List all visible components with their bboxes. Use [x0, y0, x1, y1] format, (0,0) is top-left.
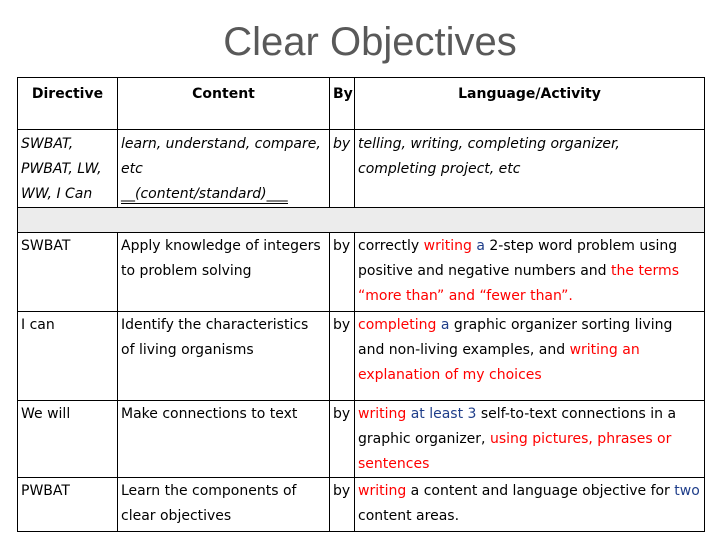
- objectives-table: [17, 77, 705, 532]
- spacer-cell: [18, 208, 705, 233]
- row-content: Identify the characteristics of living organisms: [118, 312, 330, 401]
- table-row: [18, 312, 705, 401]
- header-language-activity: Language/Activity: [355, 78, 705, 130]
- header-by: By: [330, 78, 355, 130]
- row-by: by: [330, 401, 355, 478]
- template-directive: SWBAT, PWBAT, LW, WW, I Can: [18, 130, 118, 208]
- row-activity: correctly writing a 2-step word problem using positive and negative numbers and the terms “more than” and “fewer than”.: [355, 233, 705, 312]
- row-content: Learn the components of clear objectives: [118, 478, 330, 532]
- template-row: [18, 130, 705, 208]
- row-directive: PWBAT: [18, 478, 118, 532]
- row-content: Make connections to text: [118, 401, 330, 478]
- table-row: [18, 401, 705, 478]
- row-directive: I can: [18, 312, 118, 401]
- row-activity: writing at least 3 self-to-text connections in a graphic organizer, using pictures, phrases or sentences: [355, 401, 705, 478]
- row-by: by: [330, 478, 355, 532]
- table-row: [18, 233, 705, 312]
- row-activity: completing a graphic organizer sorting living and non-living examples, and writing an explanation of my choices: [355, 312, 705, 401]
- header-row: [18, 78, 705, 130]
- template-content-placeholder: __(content/standard)___: [121, 186, 288, 202]
- template-content: [118, 130, 330, 208]
- table-row: [18, 478, 705, 532]
- template-content-text: learn, understand, compare, etc: [121, 136, 321, 177]
- header-directive: Directive: [18, 78, 118, 130]
- spacer-row: [18, 208, 705, 233]
- row-by: by: [330, 312, 355, 401]
- template-by: by: [330, 130, 355, 208]
- header-content: Content: [118, 78, 330, 130]
- row-directive: SWBAT: [18, 233, 118, 312]
- row-directive: We will: [18, 401, 118, 478]
- slide-title: Clear Objectives: [223, 20, 517, 64]
- row-content: Apply knowledge of integers to problem solving: [118, 233, 330, 312]
- row-by: by: [330, 233, 355, 312]
- template-activity: telling, writing, completing organizer, completing project, etc: [355, 130, 705, 208]
- row-activity: writing a content and language objective for two content areas.: [355, 478, 705, 532]
